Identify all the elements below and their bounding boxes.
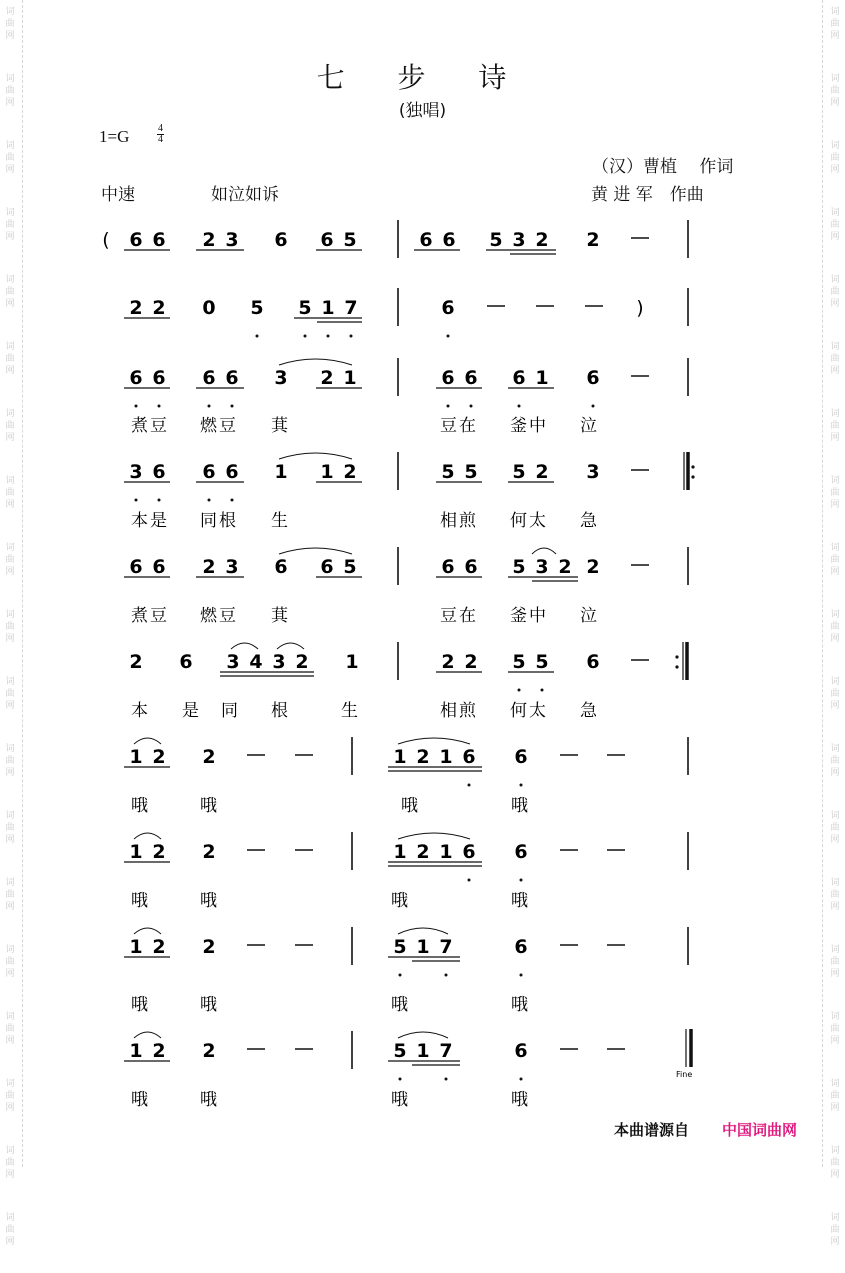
note: 1	[439, 746, 453, 768]
note: 3	[586, 461, 600, 483]
note: 5	[393, 936, 407, 958]
note: 6	[152, 229, 166, 251]
lyric: 哦	[200, 796, 219, 816]
note: 6	[586, 651, 600, 673]
note: 6	[129, 556, 143, 578]
note: 1	[535, 367, 549, 389]
low-octave-dot	[541, 689, 544, 692]
low-octave-dot	[447, 335, 450, 338]
low-octave-dot	[304, 335, 307, 338]
note: 5	[250, 297, 264, 319]
note: 6	[274, 229, 288, 251]
lyric: 豆在	[440, 606, 478, 626]
note: 2	[152, 297, 166, 319]
slur-arc	[134, 928, 161, 934]
note: 6	[129, 367, 143, 389]
note: 2	[152, 936, 166, 958]
brand-link[interactable]: 中国词曲网	[722, 1121, 798, 1139]
expression-marking: 如泣如诉	[211, 185, 279, 205]
key-signature: 1=G	[99, 127, 130, 146]
low-octave-dot	[520, 879, 523, 882]
lyric: 哦	[511, 995, 530, 1015]
note: (	[102, 229, 110, 251]
low-octave-dot	[520, 784, 523, 787]
note: 5	[441, 461, 455, 483]
lyric: 急	[580, 511, 599, 531]
low-octave-dot	[135, 405, 138, 408]
lyric: 何太	[510, 511, 548, 531]
low-octave-dot	[327, 335, 330, 338]
low-octave-dot	[518, 405, 521, 408]
tempo-marking: 中速	[101, 185, 135, 205]
lyric: 萁	[271, 606, 290, 626]
lyric: 哦	[200, 995, 219, 1015]
low-octave-dot	[468, 879, 471, 882]
lyric: 豆在	[440, 416, 478, 436]
note: 2	[586, 556, 600, 578]
note: 6	[462, 746, 476, 768]
low-octave-dot	[445, 974, 448, 977]
lyric: 哦	[131, 891, 150, 911]
low-octave-dot	[447, 405, 450, 408]
lyric: 燃豆	[200, 416, 238, 436]
note: 1	[439, 841, 453, 863]
note: 2	[202, 556, 216, 578]
note: 2	[202, 1040, 216, 1062]
lyric: 泣	[580, 606, 599, 626]
note: 1	[345, 651, 359, 673]
note: 1	[393, 746, 407, 768]
lyric: 生	[341, 701, 360, 721]
note: 6	[202, 367, 216, 389]
lyric: 哦	[200, 1090, 219, 1110]
note: 1	[321, 297, 335, 319]
note: 1	[129, 841, 143, 863]
low-octave-dot	[231, 499, 234, 502]
note: 6	[441, 367, 455, 389]
low-octave-dot	[231, 405, 234, 408]
lyric: 泣	[580, 416, 599, 436]
lyric: 同	[221, 701, 240, 721]
note: 3	[226, 651, 240, 673]
note: 2	[535, 229, 549, 251]
note: 1	[129, 1040, 143, 1062]
low-octave-dot	[592, 405, 595, 408]
note: )	[636, 297, 644, 319]
lyric: 根	[271, 701, 290, 721]
lyric: 釜中	[510, 416, 548, 436]
note: 2	[152, 841, 166, 863]
lyricist-credit: （汉）曹植 作词	[592, 157, 734, 177]
lyric: 哦	[391, 891, 410, 911]
note: 6	[225, 461, 239, 483]
low-octave-dot	[135, 499, 138, 502]
time-signature-bottom: 4	[158, 134, 163, 145]
slur-arc	[279, 548, 352, 554]
note: 3	[512, 229, 526, 251]
note: 2	[416, 746, 430, 768]
note: 5	[464, 461, 478, 483]
note: 3	[272, 651, 286, 673]
note: 6	[514, 1040, 528, 1062]
lyric: 同根	[200, 511, 238, 531]
repeat-dot	[675, 655, 678, 658]
lyric: 相煎	[440, 701, 478, 721]
note: 6	[514, 841, 528, 863]
lyric: 哦	[511, 1090, 530, 1110]
note: 5	[489, 229, 503, 251]
note: 5	[535, 651, 549, 673]
note: 2	[152, 1040, 166, 1062]
slur-arc	[279, 359, 352, 365]
note: 2	[441, 651, 455, 673]
note: 1	[416, 1040, 430, 1062]
source-label: 本曲谱源自	[614, 1121, 690, 1139]
low-octave-dot	[256, 335, 259, 338]
repeat-dot	[691, 475, 694, 478]
slur-arc	[134, 1032, 161, 1038]
note: 3	[225, 556, 239, 578]
lyric: 哦	[391, 1090, 410, 1110]
note: 5	[512, 556, 526, 578]
lyric: 哦	[131, 995, 150, 1015]
low-octave-dot	[468, 784, 471, 787]
slur-arc	[134, 738, 161, 744]
note: 5	[393, 1040, 407, 1062]
lyric: 哦	[131, 1090, 150, 1110]
low-octave-dot	[208, 405, 211, 408]
note: 6	[152, 556, 166, 578]
lyric: 是	[182, 701, 201, 721]
note: 4	[249, 651, 263, 673]
note: 0	[202, 297, 216, 319]
low-octave-dot	[445, 1078, 448, 1081]
low-octave-dot	[399, 1078, 402, 1081]
note: 6	[179, 651, 193, 673]
lyric: 相煎	[440, 511, 478, 531]
note: 2	[295, 651, 309, 673]
note: 2	[464, 651, 478, 673]
note: 1	[320, 461, 334, 483]
note: 5	[298, 297, 312, 319]
low-octave-dot	[158, 499, 161, 502]
slur-arc	[398, 738, 470, 744]
slur-arc	[277, 643, 304, 649]
slur-arc	[532, 548, 556, 554]
note: 6	[225, 367, 239, 389]
slur-arc	[231, 643, 258, 649]
low-octave-dot	[158, 405, 161, 408]
slur-arc	[134, 833, 161, 839]
note: 2	[152, 746, 166, 768]
note: 6	[441, 297, 455, 319]
note: 5	[343, 556, 357, 578]
lyric: 急	[580, 701, 599, 721]
lyric: 本	[131, 701, 150, 721]
note: 7	[344, 297, 358, 319]
lyric: 哦	[200, 891, 219, 911]
lyric: 哦	[401, 796, 420, 816]
note: 6	[202, 461, 216, 483]
note: 6	[419, 229, 433, 251]
note: 6	[441, 556, 455, 578]
note: 6	[129, 229, 143, 251]
repeat-dot	[675, 665, 678, 668]
note: 2	[535, 461, 549, 483]
note: 2	[202, 229, 216, 251]
note: 2	[129, 297, 143, 319]
note: 3	[274, 367, 288, 389]
composer-credit: 黄 进 军 作曲	[591, 185, 704, 205]
note: 6	[514, 936, 528, 958]
song-title: 七 步 诗	[316, 61, 529, 94]
low-octave-dot	[518, 689, 521, 692]
note: 5	[512, 461, 526, 483]
note: 1	[343, 367, 357, 389]
note: 7	[439, 1040, 453, 1062]
note: 5	[343, 229, 357, 251]
left-watermark-column: 词 曲 网 词 曲 网 词 曲 网 词 曲 网 词 曲 网 词 曲 网 词 曲 网 词 曲 网 词 曲 网 词 曲 网 词 曲 网 词 曲 网 词 曲 网 词 曲 网 词 曲 网 词 曲 网 词 曲 网 词 曲 网 词 曲 网	[5, 7, 15, 1247]
low-octave-dot	[470, 405, 473, 408]
lyric: 釜中	[510, 606, 548, 626]
fine-label: Fine	[676, 1070, 693, 1079]
song-subtitle: (独唱)	[398, 101, 447, 121]
note: 2	[202, 936, 216, 958]
lyric: 哦	[511, 891, 530, 911]
note: 2	[343, 461, 357, 483]
low-octave-dot	[520, 974, 523, 977]
note: 6	[152, 461, 166, 483]
note: 6	[152, 367, 166, 389]
note: 1	[393, 841, 407, 863]
note: 1	[274, 461, 288, 483]
lyric: 煮豆	[131, 416, 169, 436]
note: 6	[320, 556, 334, 578]
slur-arc	[398, 928, 448, 934]
lyric: 哦	[391, 995, 410, 1015]
note: 6	[274, 556, 288, 578]
low-octave-dot	[520, 1078, 523, 1081]
note: 6	[442, 229, 456, 251]
note: 6	[512, 367, 526, 389]
note: 6	[586, 367, 600, 389]
note: 2	[129, 651, 143, 673]
note: 5	[512, 651, 526, 673]
low-octave-dot	[350, 335, 353, 338]
slur-arc	[279, 453, 352, 459]
note: 3	[129, 461, 143, 483]
slur-arc	[398, 1032, 448, 1038]
lyric: 生	[271, 511, 290, 531]
note: 3	[225, 229, 239, 251]
note: 2	[202, 841, 216, 863]
note: 1	[129, 746, 143, 768]
note: 6	[320, 229, 334, 251]
low-octave-dot	[208, 499, 211, 502]
note: 3	[535, 556, 549, 578]
note: 2	[586, 229, 600, 251]
note: 1	[129, 936, 143, 958]
lyric: 何太	[510, 701, 548, 721]
lyric: 燃豆	[200, 606, 238, 626]
right-watermark-column: 词 曲 网 词 曲 网 词 曲 网 词 曲 网 词 曲 网 词 曲 网 词 曲 网 词 曲 网 词 曲 网 词 曲 网 词 曲 网 词 曲 网 词 曲 网 词 曲 网 词 曲 网 词 曲 网 词 曲 网 词 曲 网 词 曲 网	[830, 7, 840, 1247]
lyric: 煮豆	[131, 606, 169, 626]
note: 2	[202, 746, 216, 768]
lyric: 本是	[131, 511, 169, 531]
note: 6	[514, 746, 528, 768]
note: 2	[558, 556, 572, 578]
repeat-dot	[691, 465, 694, 468]
note: 2	[416, 841, 430, 863]
note: 2	[320, 367, 334, 389]
lyric: 萁	[271, 416, 290, 436]
low-octave-dot	[399, 974, 402, 977]
note: 1	[416, 936, 430, 958]
lyric: 哦	[131, 796, 150, 816]
note: 6	[464, 556, 478, 578]
slur-arc	[398, 833, 470, 839]
note: 6	[464, 367, 478, 389]
note: 7	[439, 936, 453, 958]
lyric: 哦	[511, 796, 530, 816]
note: 6	[462, 841, 476, 863]
time-signature-top: 4	[158, 123, 163, 134]
